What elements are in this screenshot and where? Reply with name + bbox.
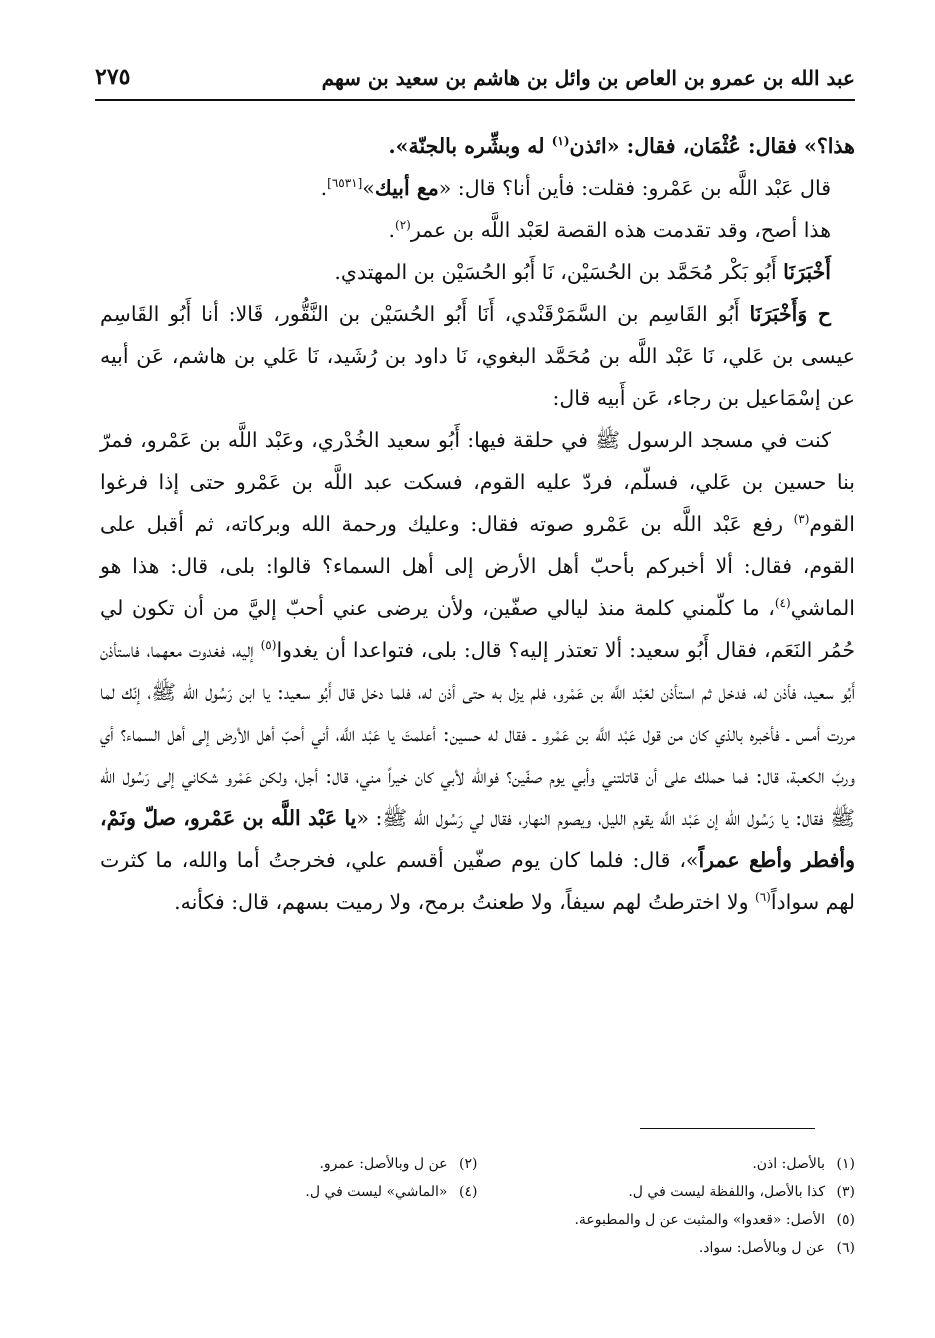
footnote-1: (١)بالأصل: اذن. — [752, 1156, 855, 1172]
paragraph-1: هذا؟» فقال: عُثْمَان، فقال: «ائذن$^{(١)}$ له وبشِّره بالجنّة». — [388, 134, 855, 158]
hadith-ref-number: [٦٥٣١] — [327, 176, 363, 191]
paragraph-4: أَخْبَرَنَا أَبُو بَكْر مُحَمَّد بن الحُسَيْن، نَا أَبُو الحُسَيْن بن المهتدي. — [334, 260, 831, 284]
hadith-quote: يا عَبْد اللَّه بن عَمْرو، صلّ ونَمْ، وأفطر وأطع عمراً — [100, 806, 855, 872]
main-text — [100, 125, 855, 923]
header-rule — [95, 99, 855, 101]
header-title: عبد الله بن عمرو بن العاص بن وائل بن هاشم بن سعيد بن سهم — [321, 66, 855, 90]
paragraph-2: قال عَبْد اللَّه بن عَمْرو: فقلت: فأين أنا؟ قال: «مع أبيك»[٦٥٣١]. — [320, 176, 831, 200]
footnote-3: (٣)كذا بالأصل، واللفظة ليست في ل. — [628, 1184, 855, 1200]
footnote-ref-6: (٦) — [755, 890, 771, 905]
footnotes — [100, 1150, 855, 1262]
footnote-ref-1: (١) — [551, 134, 570, 149]
running-header — [95, 56, 855, 100]
paragraph-6: كنت في مسجد الرسول ﷺ في حلقة فيها: أَبُو سعيد الخُدْري، وعَبْد اللَّه بن عَمْرو، فمرّ بنا حسين بن عَلي، فسلّم، فردّ عليه القوم، فسكت عبد اللَّه بن عَمْرو حتى إذا فرغوا القوم$^{(٣)}$ رفع عَبْد اللَّه بن عَمْرو صوته فقال: وعليك ورحمة الله وبركاته، ثم أقبل على القوم، فقال: ألا أخبركم بأحبّ أهل الأرض إلى أهل السماء؟ قالوا: بلى، قال: هذا هو الماشي$^{(٤)}$، ما كلّمني كلمة منذ ليالي صفّين، ولأن يرضى عني أحبّ إليَّ من أن تكون لي حُمُر النَعَم، فقال أَبُو سعيد: ألا تعتذر إليه؟ قال: بلى، فتواعدا أن يغدوا$^{(٥)}$ إليه، فغدوت معهما، فاستأذن أَبُو سعيد، فأذن له، فدخل ثم استأذن لعَبْد اللَّه بن عَمْرو، فلم يزل به حتى أذن له، فلما دخل قال أَبُو سعيد: يا ابن رَسُول الله ﷺ، إنّك لما مررت أمس ـ فأخبره بالذي كان من قول عَبْد اللَّه بن عَمْرو ـ فقال له حسين: أعلمتَ يا عَبْد اللَّه، أني أحبّ أهل الأرض إلى أهل السماء؟ أي وربّ الكعبة، قال: فما حملك على أن قاتلتني وأبي يوم صفّين؟ فوالله لأبي كان خيراً مني، قال: أجل، ولكن عَمْرو شكاني إلى رَسُول الله ﷺ فقال: يا رَسُول الله إن عَبْد اللَّه يقوم الليل، ويصوم النهار، فقال لي رَسُول الله ﷺ: «يا عَبْد اللَّه بن عَمْرو، صلّ ونَمْ، وأفطر وأطع عمراً»، قال: فلما كان يوم صفّين أقسم علي، فخرجتُ أما والله، ما كثرت لهم سواداً$^{(٦)}$ ولا اخترطتُ لهم سيفاً، ولا طعنتُ برمح، ولا رميت بسهم، قال: فكأنه. — [100, 428, 855, 914]
footnote-6: (٦)عن ل وبالأصل: سواد. — [698, 1240, 855, 1256]
footnote-2: (٢)عن ل وبالأصل: عمرو. — [319, 1156, 478, 1172]
footnote-rule — [640, 1128, 815, 1129]
footnote-ref-4: (٤) — [774, 596, 791, 611]
footnote-4: (٤)«الماشي» ليست في ل. — [305, 1184, 478, 1200]
footnote-ref-2: (٢) — [395, 218, 411, 233]
wa-akhbarana-keyword: ح وَأَخْبَرَنَا — [749, 302, 831, 326]
footnote-5: (٥)الأصل: «قعدوا» والمثبت عن ل والمطبوعة. — [574, 1212, 855, 1228]
akhbarana-keyword: أَخْبَرَنَا — [783, 260, 831, 284]
footnote-ref-3: (٣) — [793, 512, 810, 527]
page-number: ٢٧٥ — [95, 64, 131, 90]
paragraph-3: هذا أصح، وقد تقدمت هذه القصة لعَبْد اللَّه بن عمر$^{(٢)}$. — [388, 218, 831, 242]
paragraph-5: ح وَأَخْبَرَنَا أَبُو القَاسِم بن السَّمَرْقَنْدي، أَنَا أَبُو الحُسَيْن بن النَّقُّور، قَالا: أنا أَبُو القَاسِم عيسى بن عَلي، نَا عَبْد اللَّه بن مُحَمَّد البغوي، نَا داود بن رُشَيد، نَا عَلي بن هاشم، عَن أبيه عن إسْمَاعيل بن رجاء، عَن أَبيه قال: — [100, 302, 855, 410]
footnote-ref-5: (٥) — [260, 638, 277, 653]
